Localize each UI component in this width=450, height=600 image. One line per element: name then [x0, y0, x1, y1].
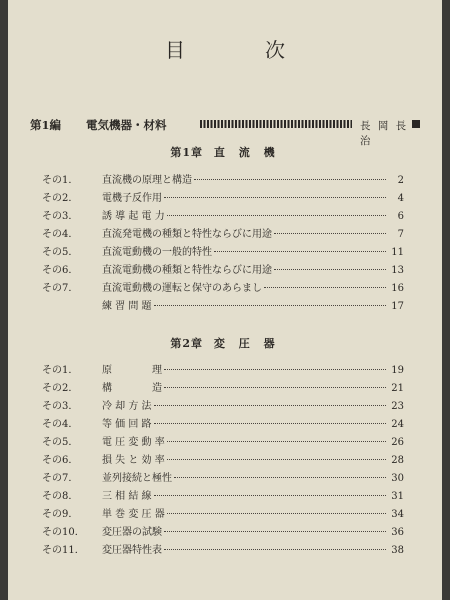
entry-page: 36	[391, 527, 404, 538]
toc-entry	[42, 487, 404, 505]
entry-label: その10．	[42, 527, 85, 538]
toc-entry	[42, 397, 404, 415]
entry-label: その5．	[42, 437, 79, 448]
page-title: 目 次	[165, 38, 315, 62]
leader-dots	[274, 233, 386, 234]
entry-page: 24	[391, 419, 404, 430]
part-header	[30, 117, 420, 147]
entry-page: 28	[391, 455, 404, 466]
entry-title: 誘 導 起 電 力	[102, 211, 165, 222]
entry-title: 構 造	[102, 383, 162, 394]
entry-page: 13	[391, 265, 404, 276]
toc-list	[42, 361, 404, 559]
entry-page: 26	[391, 437, 404, 448]
entry-title: 損 失 と 効 率	[102, 455, 165, 466]
leader-dots	[167, 215, 386, 216]
entry-page: 23	[391, 401, 404, 412]
entry-title: 三 相 結 線	[102, 491, 152, 502]
entry-page: 6	[397, 211, 404, 222]
leader-dots	[174, 477, 386, 478]
entry-label: その3．	[42, 401, 79, 412]
book-page	[8, 0, 442, 600]
entry-title: 電機子反作用	[102, 193, 162, 204]
entry-page: 30	[391, 473, 404, 484]
entry-page: 31	[391, 491, 404, 502]
leader-dots	[154, 405, 386, 406]
toc-entry	[42, 207, 404, 225]
entry-label: その7．	[42, 473, 79, 484]
leader-dots	[167, 441, 386, 442]
leader-dots	[164, 369, 386, 370]
leader-dots	[167, 459, 386, 460]
entry-label: その7．	[42, 283, 79, 294]
leader-dots	[164, 549, 386, 550]
toc-entry	[42, 171, 404, 189]
toc-entry	[42, 541, 404, 559]
entry-page: 38	[391, 545, 404, 556]
leader-dots	[164, 531, 386, 532]
entry-page: 19	[391, 365, 404, 376]
chapter-name: 変 圧 器	[213, 337, 280, 350]
entry-label: その6．	[42, 455, 79, 466]
entry-title: 変圧器の試験	[102, 527, 162, 538]
toc-entry	[42, 279, 404, 297]
part-author: 長 岡 長 治	[360, 120, 409, 147]
entry-title: 直流発電機の種類と特性ならびに用途	[102, 229, 272, 240]
entry-title: 変圧器特性表	[102, 545, 162, 556]
toc-entry	[42, 469, 404, 487]
entry-page: 2	[397, 175, 404, 186]
chapter-name: 直 流 機	[213, 146, 280, 159]
entry-label: その11．	[42, 545, 85, 556]
entry-title: 直流機の原理と構造	[102, 175, 192, 186]
toc-entry	[42, 523, 404, 541]
toc-entry	[42, 225, 404, 243]
entry-label: その2．	[42, 193, 79, 204]
leader-dots	[264, 287, 386, 288]
entry-title: 直流電動機の一般的特性	[102, 247, 212, 258]
leader-dots	[154, 495, 386, 496]
entry-title: 単 巻 変 圧 器	[102, 509, 165, 520]
entry-label: その3．	[42, 211, 79, 222]
leader-dots	[214, 251, 386, 252]
entry-title: 等 価 回 路	[102, 419, 152, 430]
toc-list	[42, 171, 404, 315]
toc-entry	[42, 379, 404, 397]
leader-dots	[164, 387, 386, 388]
entry-label: その9．	[42, 509, 79, 520]
entry-title: 並列接続と極性	[102, 473, 172, 484]
chapter-heading	[8, 335, 442, 351]
entry-label: その1．	[42, 175, 79, 186]
toc-entry	[42, 451, 404, 469]
entry-title: 原 理	[102, 365, 162, 376]
entry-page: 17	[391, 301, 404, 312]
entry-label: その2．	[42, 383, 79, 394]
toc-entry	[42, 415, 404, 433]
chapter-number: 第2章	[170, 337, 204, 350]
toc-entry	[42, 189, 404, 207]
toc-entry	[42, 297, 404, 315]
entry-label: その6．	[42, 265, 79, 276]
toc-entry	[42, 261, 404, 279]
entry-label: その4．	[42, 229, 79, 240]
entry-title: 電 圧 変 動 率	[102, 437, 165, 448]
entry-page: 7	[397, 229, 404, 240]
leader-dots	[274, 269, 386, 270]
entry-page: 16	[391, 283, 404, 294]
part-name: 電気機器・材料	[86, 118, 167, 132]
entry-page: 11	[391, 247, 404, 258]
entry-page: 21	[391, 383, 404, 394]
entry-page: 4	[397, 193, 404, 204]
leader-dots	[154, 423, 386, 424]
entry-title: 直流電動機の運転と保守のあらまし	[102, 283, 262, 294]
leader-dots	[167, 513, 386, 514]
entry-label: その4．	[42, 419, 79, 430]
leader-bar	[200, 120, 352, 128]
entry-label: その5．	[42, 247, 79, 258]
leader-dots	[154, 305, 386, 306]
toc-entry	[42, 243, 404, 261]
entry-label: その8．	[42, 491, 79, 502]
part-number: 第1編	[30, 118, 62, 132]
leader-dots	[164, 197, 386, 198]
entry-title: 冷 却 方 法	[102, 401, 152, 412]
entry-title: 練 習 問 題	[102, 301, 152, 312]
toc-entry	[42, 505, 404, 523]
square-marker-icon	[412, 120, 420, 128]
entry-title: 直流電動機の種類と特性ならびに用途	[102, 265, 272, 276]
toc-entry	[42, 361, 404, 379]
toc-entry	[42, 433, 404, 451]
chapter-number: 第1章	[170, 146, 204, 159]
leader-dots	[194, 179, 386, 180]
entry-label: その1．	[42, 365, 79, 376]
entry-page: 34	[391, 509, 404, 520]
chapter-heading	[8, 144, 442, 160]
